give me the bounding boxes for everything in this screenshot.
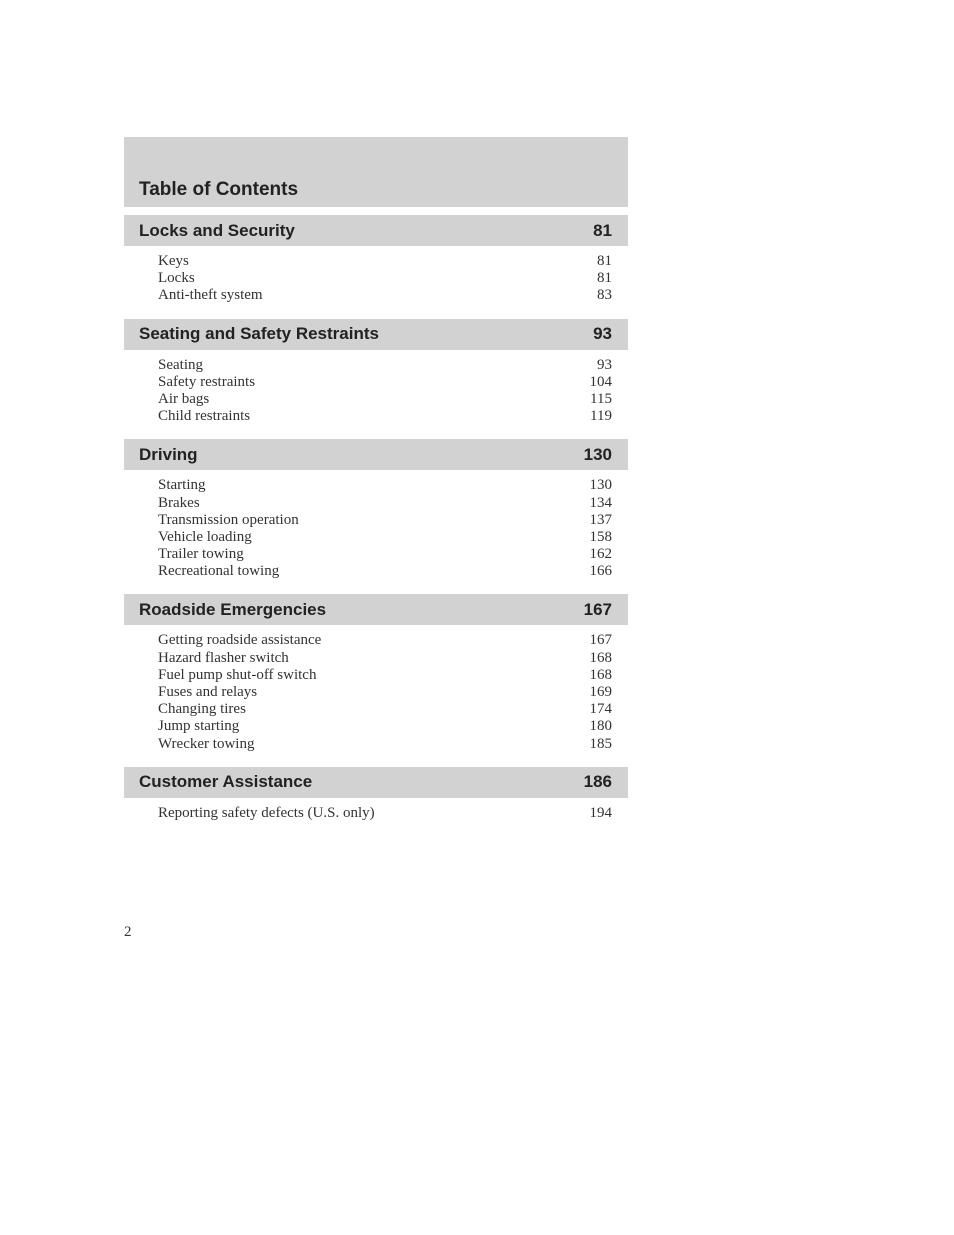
toc-title: Table of Contents [139, 179, 299, 200]
entry-page: 194 [589, 804, 612, 821]
section-page: 186 [583, 772, 612, 792]
page-number: 2 [124, 924, 132, 940]
section-entries [124, 350, 628, 432]
toc-entry[interactable] [158, 512, 612, 529]
section-header[interactable] [124, 767, 628, 798]
toc-section-customer-assistance [124, 767, 628, 828]
section-page: 130 [583, 444, 612, 464]
entry-page: 93 [597, 356, 612, 373]
section-header[interactable] [124, 439, 628, 470]
entry-page: 130 [589, 477, 612, 494]
section-entries [124, 625, 628, 758]
section-header[interactable] [124, 319, 628, 350]
toc-section-driving [124, 439, 628, 586]
toc-entry[interactable] [158, 495, 612, 512]
section-page: 93 [593, 324, 612, 344]
entry-label: Anti-theft system [158, 287, 263, 304]
toc-entry[interactable] [158, 270, 612, 287]
entry-label: Fuel pump shut-off switch [158, 666, 317, 683]
entry-label: Wrecker towing [158, 735, 255, 752]
toc-entry[interactable] [158, 650, 612, 667]
toc-entry[interactable] [158, 546, 612, 563]
section-title: Locks and Security [139, 220, 295, 240]
entry-label: Safety restraints [158, 373, 256, 390]
toc-header [124, 137, 628, 207]
section-entries [124, 246, 628, 311]
table-of-contents [124, 137, 628, 828]
entry-label: Locks [158, 270, 195, 287]
entry-page: 169 [589, 684, 612, 700]
toc-entry[interactable] [158, 477, 612, 494]
entry-label: Vehicle loading [158, 528, 252, 545]
entry-page: 81 [597, 253, 612, 269]
entry-label: Child restraints [158, 408, 251, 425]
section-title: Roadside Emergencies [139, 599, 327, 619]
entry-label: Air bags [158, 390, 210, 407]
section-page: 167 [583, 599, 612, 619]
section-header[interactable] [124, 215, 628, 246]
toc-entry[interactable] [158, 529, 612, 546]
toc-entry[interactable] [158, 667, 612, 684]
section-entries [124, 470, 628, 586]
entry-page: 167 [589, 632, 612, 649]
entry-page: 185 [589, 735, 612, 752]
entry-page: 104 [589, 373, 612, 390]
entry-label: Brakes [158, 494, 200, 511]
entry-page: 158 [589, 528, 612, 545]
entry-label: Seating [158, 356, 203, 373]
section-entries [124, 798, 628, 828]
entry-label: Jump starting [158, 718, 240, 735]
entry-page: 162 [589, 546, 612, 563]
entry-page: 180 [589, 718, 612, 735]
toc-entry[interactable] [158, 805, 612, 822]
toc-entry[interactable] [158, 563, 612, 580]
entry-page: 168 [589, 649, 612, 666]
entry-page: 115 [590, 390, 612, 407]
toc-entry[interactable] [158, 357, 612, 374]
entry-label: Starting [158, 477, 206, 494]
toc-entry[interactable] [158, 374, 612, 391]
toc-entry[interactable] [158, 701, 612, 718]
entry-label: Hazard flasher switch [158, 649, 289, 666]
toc-entry[interactable] [158, 408, 612, 425]
entry-page: 168 [589, 666, 612, 683]
toc-entry[interactable] [158, 718, 612, 735]
entry-page: 119 [590, 408, 612, 425]
entry-page: 137 [589, 511, 612, 528]
entry-label: Keys [158, 253, 189, 269]
toc-section-roadside-emergencies [124, 594, 628, 758]
entry-label: Trailer towing [158, 546, 244, 563]
entry-page: 83 [597, 287, 612, 304]
entry-label: Recreational towing [158, 563, 280, 580]
toc-section-locks-and-security [124, 215, 628, 311]
toc-entry[interactable] [158, 253, 612, 270]
toc-entry[interactable] [158, 391, 612, 408]
entry-label: Getting roadside assistance [158, 632, 322, 649]
entry-label: Changing tires [158, 701, 246, 718]
entry-page: 166 [589, 563, 612, 580]
entry-page: 81 [597, 270, 612, 287]
entry-label: Reporting safety defects (U.S. only) [158, 804, 375, 821]
section-title: Customer Assistance [139, 772, 313, 792]
entry-label: Transmission operation [158, 511, 299, 528]
entry-label: Fuses and relays [158, 684, 258, 700]
toc-entry[interactable] [158, 287, 612, 304]
entry-page: 134 [589, 494, 612, 511]
section-page: 81 [593, 220, 612, 240]
toc-entry[interactable] [158, 736, 612, 753]
toc-entry[interactable] [158, 632, 612, 649]
toc-section-seating-and-safety-restraints [124, 319, 628, 432]
toc-entry[interactable] [158, 684, 612, 701]
entry-page: 174 [589, 701, 612, 718]
section-title: Driving [139, 444, 198, 464]
section-header[interactable] [124, 594, 628, 625]
section-title: Seating and Safety Restraints [139, 324, 379, 344]
